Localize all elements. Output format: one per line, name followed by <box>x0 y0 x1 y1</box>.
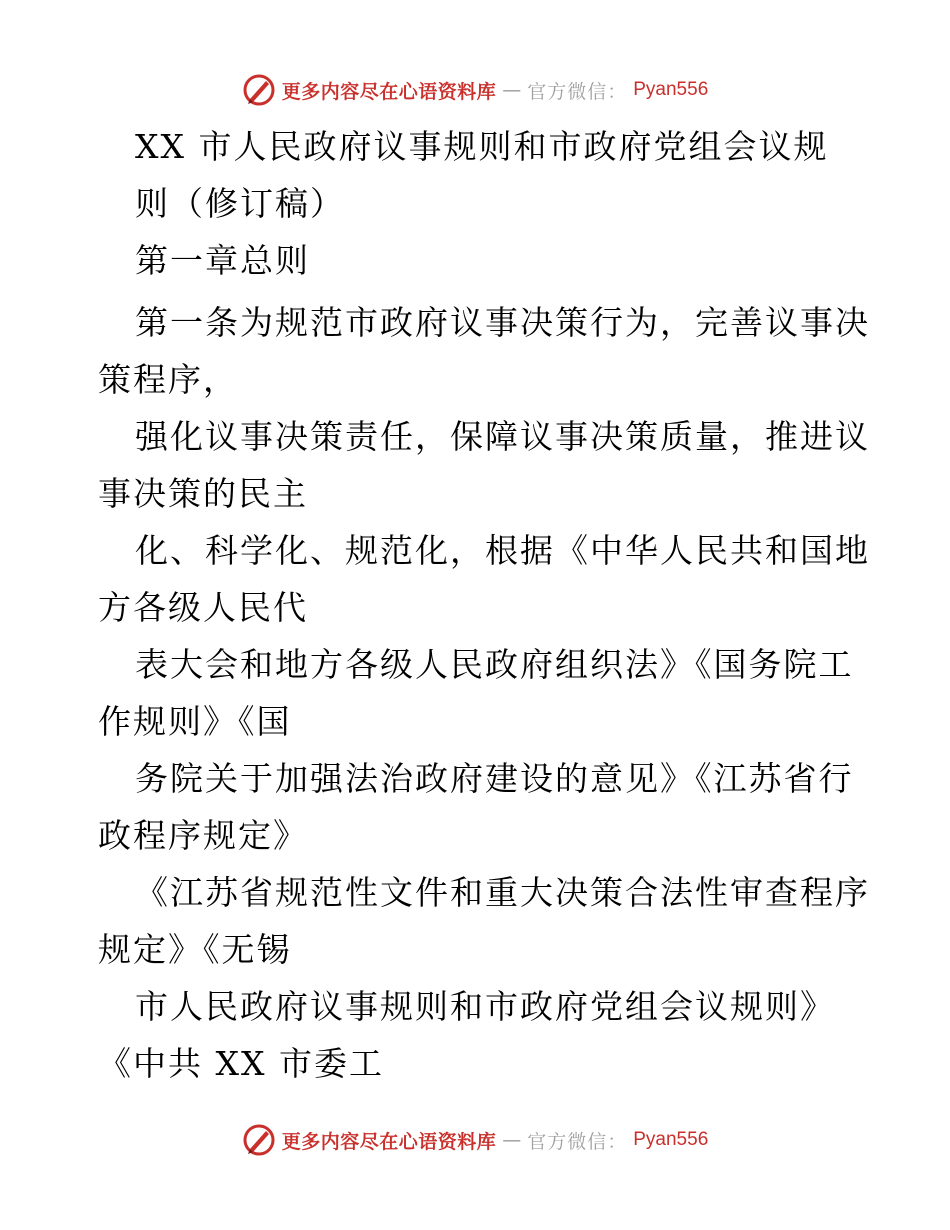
banner-main-text: 更多内容尽在心语资料库 <box>281 1130 497 1153</box>
paragraph-line: 务院关于加强法治政府建设的意见》《江苏省行 <box>135 759 854 798</box>
title-line-1: XX 市人民政府议事规则和市政府党组会议规 <box>135 127 829 166</box>
header-watermark-banner <box>0 70 950 110</box>
paragraph-line: 策程序， <box>98 360 238 399</box>
pen-logo-icon <box>242 73 276 107</box>
paragraph-line: 规定》《无锡 <box>98 930 292 969</box>
title-line-2: 则（修订稿） <box>135 184 345 223</box>
banner-separator: — <box>502 79 522 101</box>
paragraph-line: 强化议事决策责任，保障议事决策质量，推进议 <box>135 417 870 456</box>
banner-main-text: 更多内容尽在心语资料库 <box>281 80 497 103</box>
banner-wechat-label: 官方微信： <box>527 1130 628 1153</box>
banner-separator: — <box>502 1129 522 1151</box>
paragraph-line: 《中共 XX 市委工 <box>98 1044 384 1083</box>
paragraph-line: 表大会和地方各级人民政府组织法》《国务院工 <box>135 645 854 684</box>
paragraph-line: 第一条为规范市政府议事决策行为，完善议事决 <box>135 303 870 342</box>
footer-watermark-banner <box>0 1120 950 1160</box>
banner-wechat-id: Pyan556 <box>633 79 709 100</box>
paragraph-line: 政程序规定》 <box>98 816 308 855</box>
chapter-heading: 第一章总则 <box>135 241 310 280</box>
paragraph-line: 方各级人民代 <box>98 588 308 627</box>
paragraph-line: 市人民政府议事规则和市政府党组会议规则》 <box>135 987 835 1026</box>
banner-wechat-id: Pyan556 <box>633 1129 709 1150</box>
banner-wechat-label: 官方微信： <box>527 80 628 103</box>
paragraph-line: 化、科学化、规范化，根据《中华人民共和国地 <box>135 531 870 570</box>
paragraph-line: 《江苏省规范性文件和重大决策合法性审查程序 <box>135 873 870 912</box>
pen-logo-icon <box>242 1123 276 1157</box>
paragraph-line: 事决策的民主 <box>98 474 308 513</box>
paragraph-line: 作规则》《国 <box>98 702 292 741</box>
